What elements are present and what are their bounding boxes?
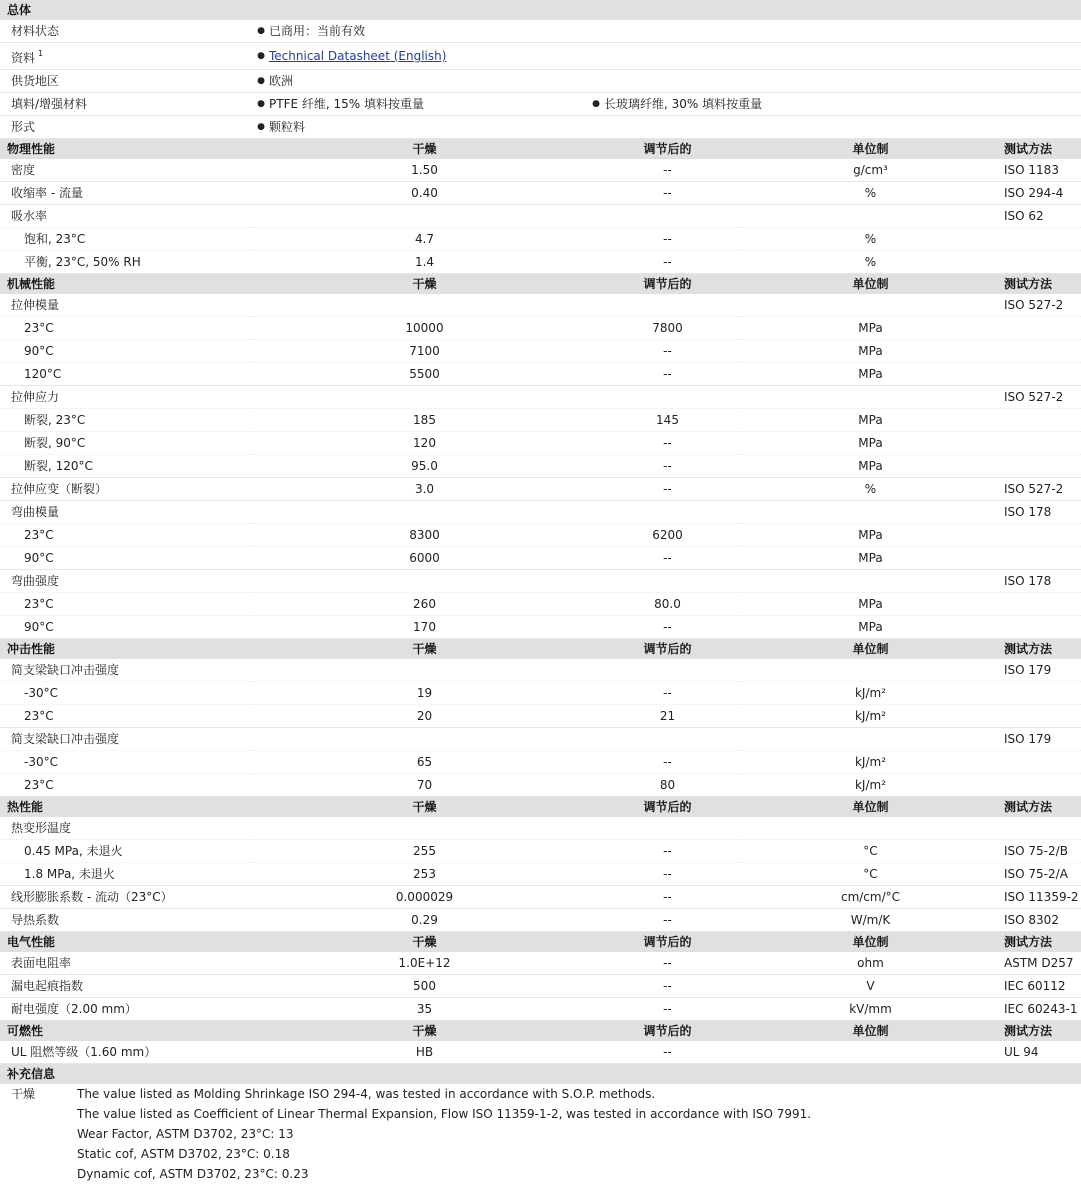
property-row — [0, 817, 1081, 840]
column-header-method: 测试方法 — [1002, 139, 1081, 159]
section-title: 热性能 — [0, 797, 253, 818]
property-name: 密度 — [0, 159, 253, 182]
property-unit — [739, 817, 1002, 840]
property-row — [0, 728, 1081, 751]
property-name: 23°C — [0, 593, 253, 616]
property-conditioned-value — [596, 817, 739, 840]
column-header-conditioned: 调节后的 — [596, 139, 739, 159]
property-name: -30°C — [0, 682, 253, 705]
column-header-unit: 单位制 — [739, 932, 1002, 953]
property-dry-value: 3.0 — [253, 478, 596, 501]
property-name: 断裂, 90°C — [0, 432, 253, 455]
property-conditioned-value: -- — [596, 228, 739, 251]
property-unit: MPa — [739, 363, 1002, 386]
property-name: 拉伸应力 — [0, 386, 253, 409]
property-unit — [739, 205, 1002, 228]
property-test-method — [1002, 363, 1081, 386]
property-unit: °C — [739, 863, 1002, 886]
property-row — [0, 975, 1081, 998]
property-row — [0, 251, 1081, 274]
bullet-icon: ● — [592, 99, 600, 109]
property-test-method: ISO 527-2 — [1002, 386, 1081, 409]
property-conditioned-value — [596, 501, 739, 524]
property-name: 90°C — [0, 340, 253, 363]
property-row — [0, 159, 1081, 182]
property-dry-value — [253, 817, 596, 840]
filler-label: 填料/增强材料 — [0, 93, 253, 116]
property-conditioned-value — [596, 294, 739, 317]
column-header-dry: 干燥 — [253, 1021, 596, 1042]
supplement-line: Dynamic cof, ASTM D3702, 23°C: 0.23 — [77, 1167, 309, 1181]
property-conditioned-value: -- — [596, 616, 739, 639]
property-dry-value: 0.40 — [253, 182, 596, 205]
property-row — [0, 570, 1081, 593]
property-unit: MPa — [739, 616, 1002, 639]
property-dry-value — [253, 205, 596, 228]
property-name: 吸水率 — [0, 205, 253, 228]
property-test-method: ISO 75-2/B — [1002, 840, 1081, 863]
property-dry-value: 255 — [253, 840, 596, 863]
property-dry-value: 70 — [253, 774, 596, 797]
property-test-method: ISO 527-2 — [1002, 294, 1081, 317]
property-name: 23°C — [0, 705, 253, 728]
property-conditioned-value — [596, 728, 739, 751]
property-dry-value: 253 — [253, 863, 596, 886]
property-row — [0, 1041, 1081, 1064]
supplement-section — [0, 1064, 1081, 1184]
material-status-row — [0, 20, 1081, 43]
property-dry-value — [253, 386, 596, 409]
property-test-method: ISO 75-2/A — [1002, 863, 1081, 886]
property-unit — [739, 1041, 1002, 1064]
property-dry-value: 120 — [253, 432, 596, 455]
bullet-icon: ● — [257, 26, 265, 36]
property-test-method — [1002, 682, 1081, 705]
property-test-method — [1002, 705, 1081, 728]
property-name: 线形膨胀系数 - 流动（23°C） — [0, 886, 253, 909]
property-conditioned-value: -- — [596, 909, 739, 932]
supplement-label: 干燥 — [11, 1087, 36, 1101]
bullet-icon: ● — [257, 99, 265, 109]
column-header-dry: 干燥 — [253, 797, 596, 818]
property-name: -30°C — [0, 751, 253, 774]
column-header-method: 测试方法 — [1002, 274, 1081, 295]
property-unit: g/cm³ — [739, 159, 1002, 182]
property-dry-value: 20 — [253, 705, 596, 728]
property-unit: kJ/m² — [739, 682, 1002, 705]
technical-datasheet-link[interactable]: Technical Datasheet (English) — [269, 49, 447, 63]
property-conditioned-value: -- — [596, 952, 739, 975]
availability-label: 供货地区 — [0, 70, 253, 93]
bullet-icon: ● — [257, 122, 265, 132]
property-row — [0, 478, 1081, 501]
property-dry-value: 19 — [253, 682, 596, 705]
supplement-line: Static cof, ASTM D3702, 23°C: 0.18 — [77, 1147, 290, 1161]
property-dry-value: 95.0 — [253, 455, 596, 478]
property-unit: % — [739, 478, 1002, 501]
property-unit — [739, 570, 1002, 593]
property-test-method: ISO 178 — [1002, 570, 1081, 593]
column-header-conditioned: 调节后的 — [596, 274, 739, 295]
property-test-method: ASTM D257 — [1002, 952, 1081, 975]
property-conditioned-value — [596, 659, 739, 682]
property-dry-value: 7100 — [253, 340, 596, 363]
column-header-unit: 单位制 — [739, 139, 1002, 159]
property-name: 导热系数 — [0, 909, 253, 932]
property-name: 23°C — [0, 317, 253, 340]
property-test-method: ISO 1183 — [1002, 159, 1081, 182]
property-row — [0, 616, 1081, 639]
property-conditioned-value: -- — [596, 998, 739, 1021]
property-test-method: ISO 179 — [1002, 728, 1081, 751]
supplement-line: The value listed as Coefficient of Linear Thermal Expansion, Flow ISO 11359-1-2, was tested in accordance with ISO 7991. — [77, 1107, 812, 1121]
column-header-dry: 干燥 — [253, 274, 596, 295]
section-header — [0, 797, 1081, 818]
property-conditioned-value: -- — [596, 975, 739, 998]
property-unit: kJ/m² — [739, 705, 1002, 728]
property-dry-value: 10000 — [253, 317, 596, 340]
property-test-method: ISO 178 — [1002, 501, 1081, 524]
property-dry-value — [253, 570, 596, 593]
property-row — [0, 909, 1081, 932]
property-dry-value: 6000 — [253, 547, 596, 570]
property-name: 饱和, 23°C — [0, 228, 253, 251]
property-name: 收缩率 - 流量 — [0, 182, 253, 205]
property-name: 表面电阻率 — [0, 952, 253, 975]
property-unit — [739, 728, 1002, 751]
property-dry-value: 1.0E+12 — [253, 952, 596, 975]
property-row — [0, 886, 1081, 909]
section-header — [0, 1021, 1081, 1042]
section-title: 冲击性能 — [0, 639, 253, 660]
property-name: 热变形温度 — [0, 817, 253, 840]
property-dry-value — [253, 294, 596, 317]
property-test-method: ISO 62 — [1002, 205, 1081, 228]
property-test-method: ISO 8302 — [1002, 909, 1081, 932]
property-dry-value: 170 — [253, 616, 596, 639]
property-conditioned-value: -- — [596, 547, 739, 570]
property-dry-value — [253, 501, 596, 524]
column-header-method: 测试方法 — [1002, 797, 1081, 818]
property-unit: MPa — [739, 432, 1002, 455]
property-row — [0, 409, 1081, 432]
column-header-dry: 干燥 — [253, 139, 596, 159]
property-unit: MPa — [739, 317, 1002, 340]
property-test-method: IEC 60243-1 — [1002, 998, 1081, 1021]
property-name: 弯曲强度 — [0, 570, 253, 593]
column-header-unit: 单位制 — [739, 639, 1002, 660]
property-test-method — [1002, 547, 1081, 570]
property-name: 弯曲模量 — [0, 501, 253, 524]
property-name: 0.45 MPa, 未退火 — [0, 840, 253, 863]
property-row — [0, 205, 1081, 228]
property-test-method — [1002, 751, 1081, 774]
general-header-title: 总体 — [0, 0, 1081, 20]
property-conditioned-value: -- — [596, 886, 739, 909]
property-test-method — [1002, 774, 1081, 797]
property-unit: V — [739, 975, 1002, 998]
availability-value: 欧洲 — [269, 74, 294, 88]
property-conditioned-value — [596, 386, 739, 409]
property-dry-value — [253, 728, 596, 751]
property-name: 耐电强度（2.00 mm） — [0, 998, 253, 1021]
property-name: 简支梁缺口冲击强度 — [0, 728, 253, 751]
supplement-header: 补充信息 — [0, 1064, 1081, 1084]
property-conditioned-value: -- — [596, 863, 739, 886]
column-header-unit: 单位制 — [739, 1021, 1002, 1042]
property-unit: MPa — [739, 409, 1002, 432]
property-conditioned-value: -- — [596, 432, 739, 455]
property-name: 断裂, 120°C — [0, 455, 253, 478]
property-row — [0, 840, 1081, 863]
property-conditioned-value: -- — [596, 182, 739, 205]
property-test-method: ISO 294-4 — [1002, 182, 1081, 205]
column-header-conditioned: 调节后的 — [596, 1021, 739, 1042]
property-conditioned-value: -- — [596, 751, 739, 774]
bullet-icon: ● — [257, 76, 265, 86]
property-dry-value: 0.000029 — [253, 886, 596, 909]
property-unit: MPa — [739, 340, 1002, 363]
property-unit: MPa — [739, 593, 1002, 616]
property-conditioned-value: -- — [596, 840, 739, 863]
property-row — [0, 294, 1081, 317]
property-conditioned-value: -- — [596, 478, 739, 501]
property-unit: MPa — [739, 547, 1002, 570]
form-row — [0, 116, 1081, 139]
column-header-dry: 干燥 — [253, 639, 596, 660]
property-unit: % — [739, 228, 1002, 251]
property-conditioned-value: 80.0 — [596, 593, 739, 616]
property-name: 断裂, 23°C — [0, 409, 253, 432]
section-header — [0, 274, 1081, 295]
general-table — [0, 0, 1081, 139]
property-name: 拉伸应变（断裂） — [0, 478, 253, 501]
property-dry-value: 500 — [253, 975, 596, 998]
property-row — [0, 524, 1081, 547]
column-header-method: 测试方法 — [1002, 1021, 1081, 1042]
property-row — [0, 363, 1081, 386]
property-dry-value: 65 — [253, 751, 596, 774]
column-header-method: 测试方法 — [1002, 932, 1081, 953]
property-row — [0, 751, 1081, 774]
form-label: 形式 — [0, 116, 253, 139]
property-test-method — [1002, 593, 1081, 616]
property-row — [0, 682, 1081, 705]
property-row — [0, 228, 1081, 251]
property-row — [0, 998, 1081, 1021]
property-unit: W/m/K — [739, 909, 1002, 932]
property-conditioned-value: -- — [596, 455, 739, 478]
property-name: 90°C — [0, 547, 253, 570]
property-unit: % — [739, 182, 1002, 205]
property-name: 1.8 MPa, 未退火 — [0, 863, 253, 886]
property-test-method — [1002, 432, 1081, 455]
property-name: 23°C — [0, 774, 253, 797]
property-name: 拉伸模量 — [0, 294, 253, 317]
property-name: 90°C — [0, 616, 253, 639]
column-header-conditioned: 调节后的 — [596, 639, 739, 660]
section-title: 电气性能 — [0, 932, 253, 953]
property-test-method: UL 94 — [1002, 1041, 1081, 1064]
property-row — [0, 182, 1081, 205]
property-unit — [739, 659, 1002, 682]
column-header-dry: 干燥 — [253, 932, 596, 953]
property-conditioned-value: -- — [596, 251, 739, 274]
property-row — [0, 705, 1081, 728]
bullet-icon: ● — [257, 51, 265, 61]
section-title: 物理性能 — [0, 139, 253, 159]
property-test-method: IEC 60112 — [1002, 975, 1081, 998]
property-dry-value: 35 — [253, 998, 596, 1021]
documents-row — [0, 43, 1081, 70]
property-row — [0, 317, 1081, 340]
property-unit — [739, 501, 1002, 524]
property-unit — [739, 294, 1002, 317]
property-dry-value: 260 — [253, 593, 596, 616]
property-dry-value: 5500 — [253, 363, 596, 386]
property-row — [0, 952, 1081, 975]
property-row — [0, 774, 1081, 797]
property-dry-value: 0.29 — [253, 909, 596, 932]
filler-row — [0, 93, 1081, 116]
section-header — [0, 932, 1081, 953]
property-row — [0, 455, 1081, 478]
property-unit: kV/mm — [739, 998, 1002, 1021]
general-header — [0, 0, 1081, 20]
section-title: 机械性能 — [0, 274, 253, 295]
filler-value-2: 长玻璃纤维, 30% 填料按重量 — [604, 97, 763, 111]
property-dry-value: 8300 — [253, 524, 596, 547]
material-status-value: 已商用：当前有效 — [269, 24, 366, 38]
property-conditioned-value: -- — [596, 340, 739, 363]
property-name: 平衡, 23°C, 50% RH — [0, 251, 253, 274]
supplement-line: The value listed as Molding Shrinkage ISO 294-4, was tested in accordance with S.O.P. methods. — [77, 1087, 656, 1101]
property-test-method: ISO 11359-2 — [1002, 886, 1081, 909]
property-dry-value: HB — [253, 1041, 596, 1064]
documents-footnote: 1 — [38, 49, 44, 58]
property-unit: MPa — [739, 455, 1002, 478]
column-header-method: 测试方法 — [1002, 639, 1081, 660]
property-name: 120°C — [0, 363, 253, 386]
section-header — [0, 639, 1081, 660]
property-conditioned-value: 7800 — [596, 317, 739, 340]
section-header — [0, 139, 1081, 159]
property-row — [0, 659, 1081, 682]
property-dry-value: 185 — [253, 409, 596, 432]
property-conditioned-value: 80 — [596, 774, 739, 797]
property-row — [0, 386, 1081, 409]
availability-row — [0, 70, 1081, 93]
column-header-conditioned: 调节后的 — [596, 797, 739, 818]
supplement-line: Wear Factor, ASTM D3702, 23°C: 13 — [77, 1127, 294, 1141]
property-row — [0, 547, 1081, 570]
property-test-method — [1002, 616, 1081, 639]
property-conditioned-value: -- — [596, 682, 739, 705]
property-conditioned-value — [596, 205, 739, 228]
property-row — [0, 432, 1081, 455]
property-dry-value: 4.7 — [253, 228, 596, 251]
property-unit: ohm — [739, 952, 1002, 975]
property-row — [0, 593, 1081, 616]
property-test-method — [1002, 228, 1081, 251]
property-conditioned-value: 21 — [596, 705, 739, 728]
property-test-method — [1002, 409, 1081, 432]
property-row — [0, 501, 1081, 524]
property-test-method — [1002, 524, 1081, 547]
property-row — [0, 863, 1081, 886]
property-conditioned-value — [596, 570, 739, 593]
properties-table — [0, 139, 1081, 1064]
property-test-method: ISO 527-2 — [1002, 478, 1081, 501]
property-dry-value: 1.4 — [253, 251, 596, 274]
property-test-method — [1002, 340, 1081, 363]
property-row — [0, 340, 1081, 363]
column-header-conditioned: 调节后的 — [596, 932, 739, 953]
property-test-method — [1002, 251, 1081, 274]
property-test-method — [1002, 817, 1081, 840]
property-name: 23°C — [0, 524, 253, 547]
property-test-method: ISO 179 — [1002, 659, 1081, 682]
property-unit: kJ/m² — [739, 751, 1002, 774]
property-conditioned-value: -- — [596, 159, 739, 182]
column-header-unit: 单位制 — [739, 274, 1002, 295]
section-title: 可燃性 — [0, 1021, 253, 1042]
property-test-method — [1002, 455, 1081, 478]
material-status-label: 材料状态 — [0, 20, 253, 43]
filler-value-1: PTFE 纤维, 15% 填料按重量 — [269, 97, 424, 111]
property-name: 简支梁缺口冲击强度 — [0, 659, 253, 682]
property-test-method — [1002, 317, 1081, 340]
property-unit: % — [739, 251, 1002, 274]
supplement-lines — [77, 1084, 811, 1184]
property-unit: °C — [739, 840, 1002, 863]
documents-label: 资料 — [11, 51, 36, 65]
column-header-unit: 单位制 — [739, 797, 1002, 818]
property-dry-value: 1.50 — [253, 159, 596, 182]
property-unit: cm/cm/°C — [739, 886, 1002, 909]
property-conditioned-value: 145 — [596, 409, 739, 432]
property-unit — [739, 386, 1002, 409]
property-unit: MPa — [739, 524, 1002, 547]
property-name: UL 阻燃等级（1.60 mm） — [0, 1041, 253, 1064]
property-conditioned-value: -- — [596, 1041, 739, 1064]
property-conditioned-value: -- — [596, 363, 739, 386]
property-name: 漏电起痕指数 — [0, 975, 253, 998]
property-unit: kJ/m² — [739, 774, 1002, 797]
form-value: 颗粒料 — [269, 120, 306, 134]
property-conditioned-value: 6200 — [596, 524, 739, 547]
property-dry-value — [253, 659, 596, 682]
